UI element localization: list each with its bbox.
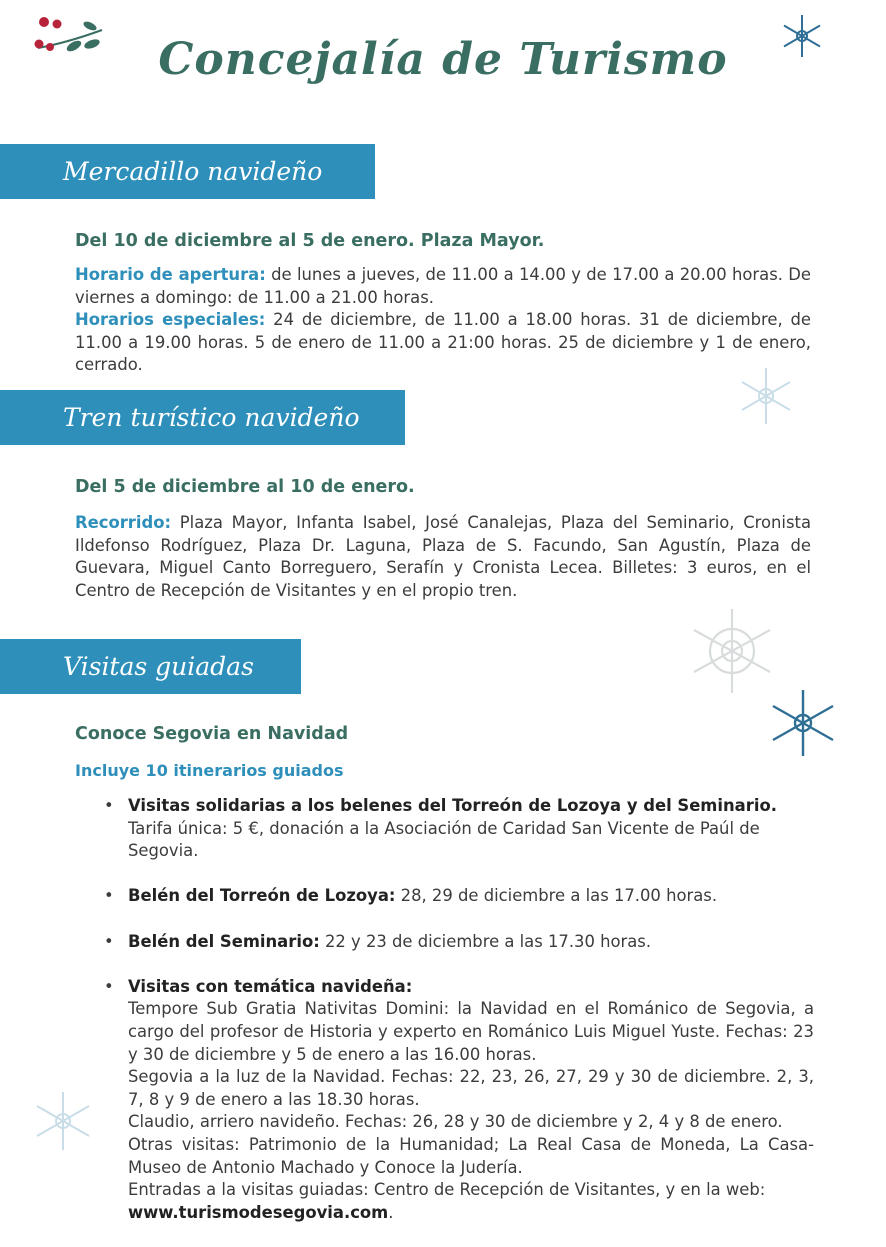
- bullet-icon: •: [104, 796, 114, 815]
- section-banner-tren: Tren turístico navideño: [0, 390, 405, 445]
- visitas-list: [104, 795, 814, 1247]
- item-text: 28, 29 de diciembre a las 17.00 horas.: [395, 886, 718, 906]
- especiales-text: 24 de diciembre, de 11.00 a 18.00 horas. 31 de diciembre, de 11.00 a 19.00 horas. 5 de enero de 11.00 a 21:00 horas. 25 de diciembre y 1 de enero, cerrado.: [75, 310, 811, 375]
- snowflake-icon: [684, 606, 780, 696]
- item-line: Otras visitas: Patrimonio de la Humanidad; La Real Casa de Moneda, La Casa-Museo de Antonio Machado y Conoce la Judería.: [128, 1134, 814, 1177]
- page-title: Concejalía de Turismo: [158, 34, 728, 85]
- section-banner-mercadillo: Mercadillo navideño: [0, 144, 375, 199]
- recorrido-text: Plaza Mayor, Infanta Isabel, José Canalejas, Plaza del Seminario, Cronista Ildefonso Rodríguez, Plaza Dr. Laguna, Plaza de S. Facundo, San Agustín, Plaza de Guevara, Miguel Canto Borreguero, Serafín y Cronista Lecea. Billetes: 3 euros, en el Centro de Recepción de Visitantes y en el propio tren.: [75, 513, 811, 600]
- bullet-icon: •: [104, 976, 114, 996]
- mercadillo-subtitle: Del 10 de diciembre al 5 de enero. Plaza Mayor.: [75, 231, 545, 251]
- item-text: Tarifa única: 5 €, donación a la Asociación de Caridad San Vicente de Paúl de Segovia.: [128, 818, 760, 861]
- horario-text: de lunes a jueves, de 11.00 a 14.00 y de 17.00 a 20.00 horas. De viernes a domingo: de 11.00 a 21.00 horas.: [75, 265, 811, 307]
- item-title: Belén del Torreón de Lozoya:: [128, 886, 396, 906]
- web-end: .: [388, 1202, 394, 1222]
- item-title: Visitas solidarias a los belenes del Torreón de Lozoya y del Seminario.: [128, 796, 777, 815]
- horario-label: Horario de apertura:: [75, 265, 266, 284]
- item-title: Visitas con temática navideña:: [128, 976, 413, 996]
- item-title: Belén del Seminario:: [128, 931, 320, 951]
- tren-subtitle: Del 5 de diciembre al 10 de enero.: [75, 477, 415, 497]
- snowflake-icon: [764, 688, 842, 758]
- item-line: Segovia a la luz de la Navidad. Fechas: 22, 23, 26, 27, 29 y 30 de diciembre. 2, 3, 7, 8 y 9 de enero a las 18.30 horas.: [128, 1067, 814, 1109]
- item-line: Claudio, arriero navideño. Fechas: 26, 28 y 30 de diciembre y 2, 4 y 8 de enero.: [128, 1112, 783, 1132]
- list-item: [104, 931, 814, 954]
- item-text: 22 y 23 de diciembre a las 17.30 horas.: [319, 931, 652, 951]
- list-item: [104, 795, 814, 863]
- bullet-icon: •: [104, 931, 114, 951]
- section-banner-visitas: Visitas guiadas: [0, 639, 301, 694]
- list-item: [104, 885, 814, 908]
- recorrido-label: Recorrido:: [75, 513, 172, 532]
- mercadillo-horarios: [75, 264, 811, 377]
- tren-recorrido: [75, 512, 811, 602]
- snowflake-icon: [30, 1090, 96, 1152]
- item-line: Tempore Sub Gratia Nativitas Domini: la Navidad en el Románico de Segovia, a cargo del profesor de Historia y experto en Románico Luis Miguel Yuste. Fechas: 23 y 30 de diciembre y 5 de enero a las 16.00 horas.: [128, 999, 814, 1064]
- especiales-label: Horarios especiales:: [75, 310, 266, 330]
- visitas-itinerarios: Incluye 10 itinerarios guiados: [75, 761, 344, 780]
- web-link[interactable]: www.turismodesegovia.com: [128, 1202, 389, 1222]
- list-item: [104, 976, 814, 1225]
- visitas-subtitle: Conoce Segovia en Navidad: [75, 724, 349, 744]
- bullet-icon: •: [104, 886, 114, 906]
- item-line: Entradas a la visitas guiadas: Centro de Recepción de Visitantes, y en la web:: [128, 1180, 766, 1200]
